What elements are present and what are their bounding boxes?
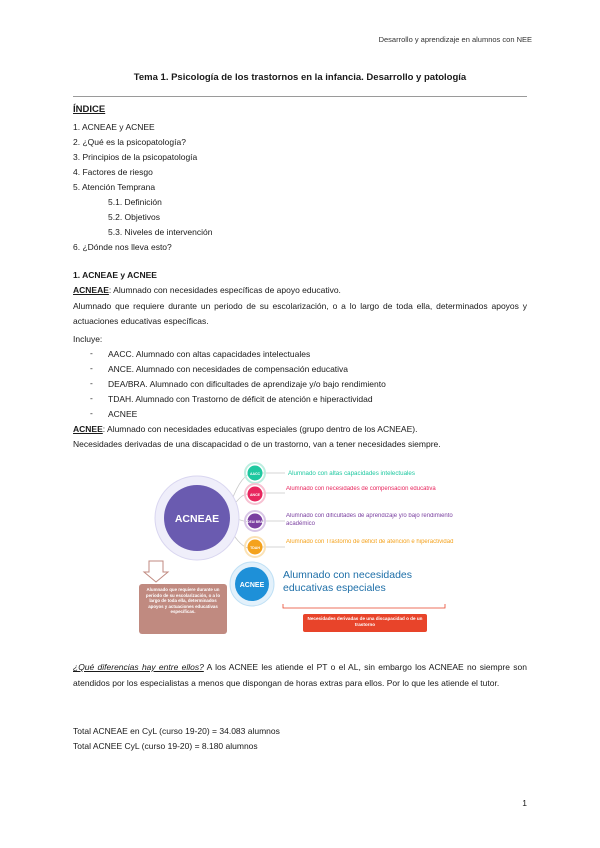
ance-node-tag: ANCE [250,493,260,497]
includes-label: Incluye: [73,334,103,344]
index-item: 1. ACNEAE y ACNEE [73,122,155,132]
bullet-dash: - [90,393,93,403]
total-acnee: Total ACNEE CyL (curso 19-20) = 8.180 alumnos [73,741,258,751]
include-item: AACC. Alumnado con altas capacidades intelectuales [108,349,311,359]
include-item: ANCE. Alumnado con necesidades de compensación educativa [108,364,349,374]
acneae-circle-label: ACNEAE [174,513,220,525]
bullet-dash: - [90,348,93,358]
bullet-dash: - [90,408,93,418]
acneae-def-text: : Alumnado con necesidades específicas de apoyo educativo. [108,285,341,295]
acneae-term: ACNEAE [73,285,109,295]
index-item: 4. Factores de riesgo [73,167,153,177]
index-item: 6. ¿Dónde nos lleva esto? [73,242,172,252]
section-heading: 1. ACNEAE y ACNEE [73,270,157,280]
tdah-node-text: Alumnado con Trastorno de déficit de atención e hiperactividad [286,539,454,545]
acneae-desc-text: Alumnado que requiere durante un periodo de su escolarización, o a lo largo de toda ella, determinados apoyos y actuaciones educativas específicas. [145,587,221,615]
document-title: Tema 1. Psicología de los trastornos en la infancia. Desarrollo y patología [133,72,467,83]
index-subitem: 5.3. Niveles de intervención [108,227,213,237]
acnee-circle-label: ACNEE [239,582,265,589]
acneae-description: Alumnado que requiere durante un periodo de su escolarización, o a lo largo de toda ella, determinados apoyos y actuaciones educativas específicas. [73,301,527,326]
acneae-diagram [135,458,465,638]
ance-node-text-box [286,486,456,506]
title-divider [73,96,527,97]
index-item: 2. ¿Qué es la psicopatología? [73,137,186,147]
acnee-need-text-box [305,616,425,632]
comparison-question: ¿Qué diferencias hay entre ellos? [73,662,204,672]
acnee-description: Necesidades derivadas de una discapacidad o de un trastorno, van a tener necesidades siempre. [73,439,441,449]
running-header: Desarrollo y aprendizaje en alumnos con NEE [378,35,532,44]
include-item: ACNEE [108,409,138,419]
aacc-node-tag: AACC [249,472,261,476]
dea-node-text-box [286,513,456,533]
acnee-bracket [283,604,445,608]
dea-node-tag: DEA/ BRA [247,520,263,524]
tdah-node-text-box [286,539,456,559]
acnee-term: ACNEE [73,424,103,434]
include-item: DEA/BRA. Alumnado con dificultades de aprendizaje y/o bajo rendimiento [108,379,386,389]
index-subitem: 5.1. Definición [108,197,162,207]
acnee-text-box [283,569,463,603]
comparison-text: A los ACNEE les atiende el PT o el AL, sin embargo los ACNEAE no siempre son atendidos por los especialistas a menos que dispongan de horas extras para ellos. Por lo que les atiende el tutor. [73,662,527,688]
acneae-desc-text-box [142,587,224,633]
acnee-need-text: Necesidades derivadas de una discapacidad o de un trastorno [307,616,423,627]
bullet-dash: - [90,378,93,388]
dea-node-text: Alumnado con dificultades de aprendizaje y/o bajo rendimiento académico [286,513,453,527]
index-item: 3. Principios de la psicopatología [73,152,198,162]
index-subitem: 5.2. Objetivos [108,212,160,222]
page-number: 1 [522,798,527,808]
acnee-def-text: : Alumnado con necesidades educativas especiales (grupo dentro de los ACNEAE). [102,424,418,434]
include-item: TDAH. Alumnado con Trastorno de déficit de atención e hiperactividad [108,394,373,404]
comparison-paragraph [73,659,527,691]
bullet-dash: - [90,363,93,373]
acnee-text: Alumnado con necesidades educativas especiales [283,569,413,594]
aacc-node-text: Alumnado con altas capacidades intelectuales [288,470,415,477]
down-arrow [144,561,168,582]
index-heading: ÍNDICE [73,104,106,115]
ance-node-text: Alumnado con necesidades de compensación educativa [286,486,436,492]
acnee-definition [73,423,417,435]
tdah-node-tag: TDAH [250,546,260,550]
acneae-definition [73,284,341,296]
total-acneae: Total ACNEAE en CyL (curso 19-20) = 34.083 alumnos [73,726,280,736]
index-item: 5. Atención Temprana [73,182,156,192]
